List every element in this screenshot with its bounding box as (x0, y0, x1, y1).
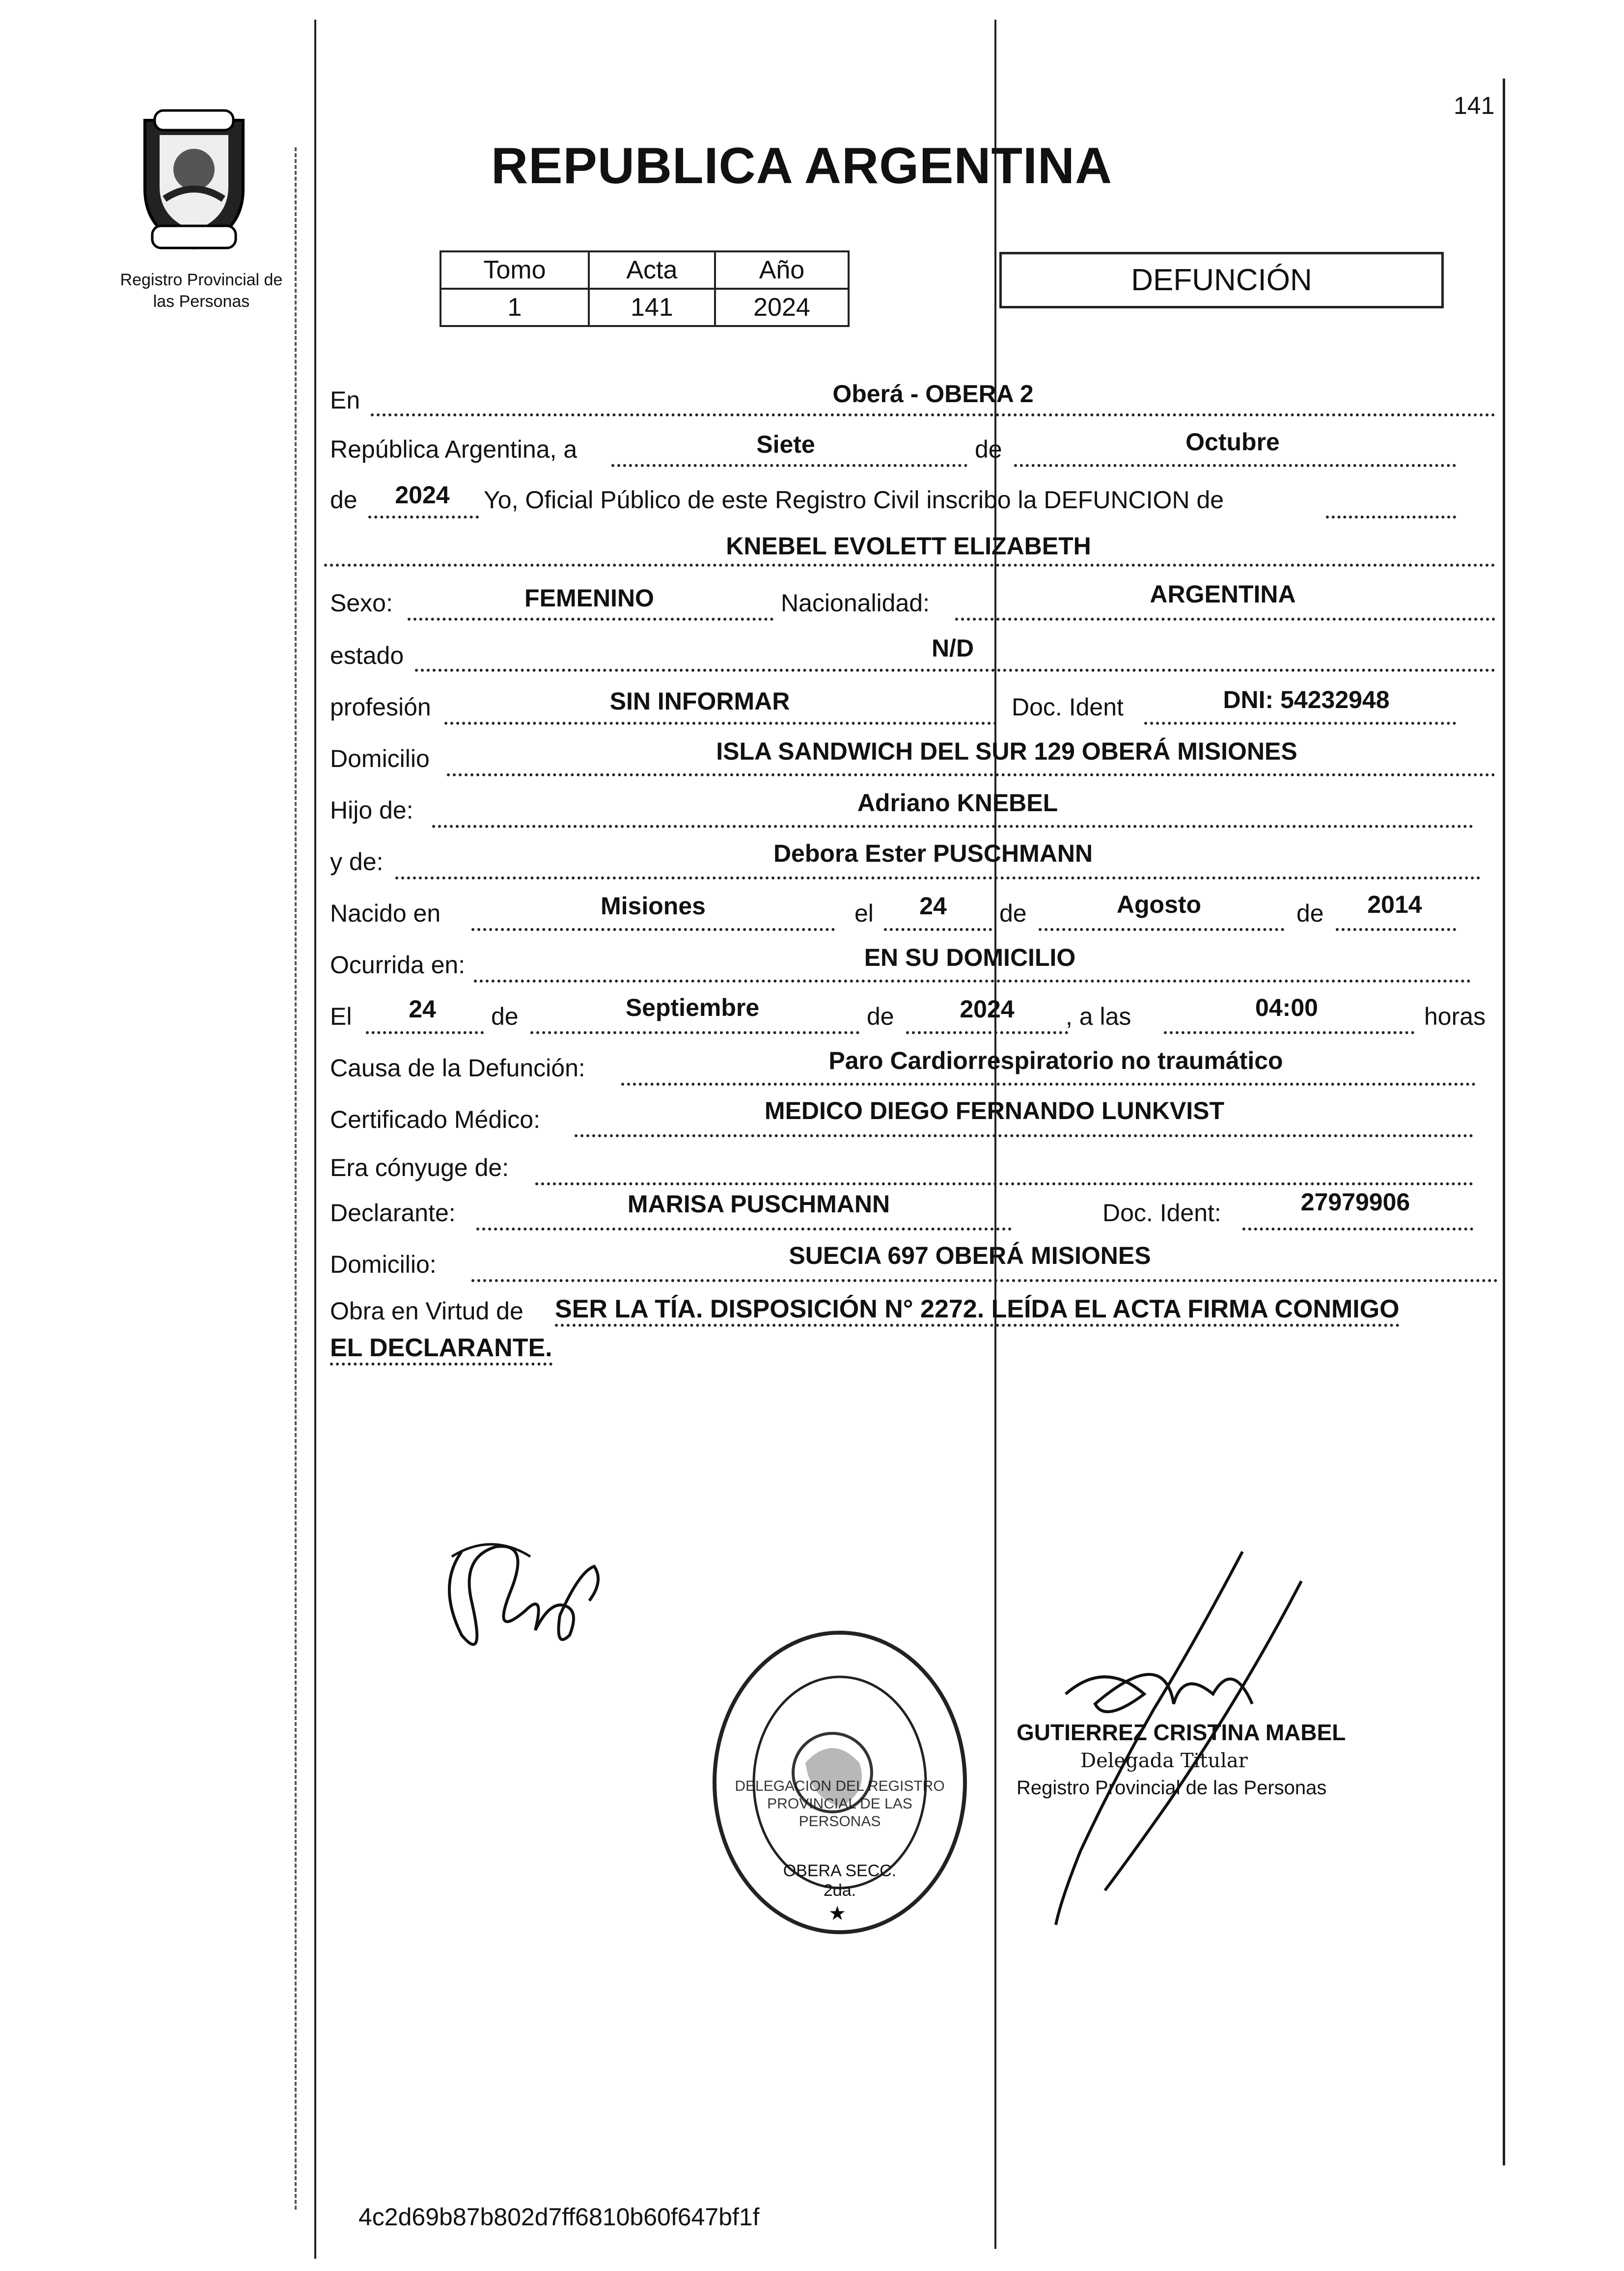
name-leader (324, 564, 1495, 567)
record-table-header (440, 251, 849, 289)
svg-text:★: ★ (828, 1902, 846, 1925)
ocurrida-value: EN SU DOMICILIO (864, 944, 1076, 971)
decl-doc-value: 27979906 (1300, 1188, 1410, 1216)
sexo-leader (408, 618, 773, 621)
month-text-value: Octubre (1185, 428, 1280, 456)
de-label-4: de (1296, 900, 1324, 927)
official-signature-icon (1007, 1547, 1350, 1930)
doc-label: Doc. Ident (1012, 693, 1124, 721)
certificado-label: Certificado Médico: (330, 1106, 540, 1133)
birth-year-leader (1336, 928, 1456, 931)
declarante-label: Declarante: (330, 1199, 456, 1227)
de-label-1: de (975, 436, 1002, 463)
certificado-value: MEDICO DIEGO FERNANDO LUNKVIST (764, 1097, 1225, 1124)
domicilio-value: ISLA SANDWICH DEL SUR 129 OBERÁ MISIONES (716, 738, 1297, 765)
death-day-value: 24 (409, 995, 436, 1023)
nacionalidad-leader (955, 618, 1495, 621)
nacionalidad-label: Nacionalidad: (781, 589, 930, 617)
birth-year-value: 2014 (1367, 891, 1422, 918)
value-ano: 2024 (715, 289, 849, 326)
decl-domicilio-value: SUECIA 697 OBERÁ MISIONES (789, 1242, 1151, 1269)
ocurrida-label: Ocurrida en: (330, 951, 466, 979)
profesion-label: profesión (330, 693, 431, 721)
conyuge-label: Era cónyuge de: (330, 1154, 509, 1181)
registry-name (98, 269, 304, 312)
page-number: 141 (1454, 92, 1495, 119)
place-value: Oberá - OBERA 2 (832, 380, 1034, 408)
month-leader (1014, 464, 1456, 467)
domicilio-label: Domicilio (330, 745, 430, 772)
year-value: 2024 (395, 481, 450, 509)
el-label: el (854, 900, 874, 927)
official-role: Delegada Titular (1080, 1750, 1248, 1772)
right-margin-rule (1503, 79, 1505, 2165)
conyuge-leader (535, 1182, 1473, 1185)
death-month-leader (530, 1031, 859, 1034)
official-office: Registro Provincial de las Personas (1017, 1777, 1327, 1799)
record-table-values (440, 289, 849, 326)
obra-label: Obra en Virtud de (330, 1297, 523, 1325)
misiones-emblem (125, 106, 263, 253)
death-day-leader (366, 1031, 484, 1034)
decl-doc-leader (1242, 1228, 1473, 1231)
estado-value: N/D (931, 634, 974, 662)
de-label-5: de (491, 1003, 519, 1030)
mother-leader (395, 876, 1481, 879)
father-leader (432, 825, 1473, 828)
birth-day-value: 24 (919, 892, 947, 920)
seal-inner-text: OBERA SECC. 2da. (783, 1861, 897, 1900)
obra-value-line-1: SER LA TÍA. DISPOSICIÓN N° 2272. LEÍDA EL ACTA FIRMA CONMIGO (555, 1294, 1400, 1327)
declarant-signature (432, 1527, 609, 1674)
birth-place-leader (471, 928, 835, 931)
registry-line-2: las Personas (153, 292, 250, 311)
nacido-label: Nacido en (330, 900, 441, 927)
seal-ring-text: DELEGACION DEL REGISTRO PROVINCIAL DE LAS PERSONAS (735, 1778, 945, 1830)
inscribo-leader (1326, 516, 1456, 519)
profesion-value: SIN INFORMAR (609, 687, 790, 715)
de-label-2: de (330, 486, 358, 514)
official-name: GUTIERREZ CRISTINA MABEL (1017, 1720, 1346, 1745)
decl-domicilio-label: Domicilio: (330, 1251, 437, 1278)
sexo-value: FEMENINO (524, 584, 654, 612)
decl-doc-label: Doc. Ident: (1102, 1199, 1221, 1227)
value-acta: 141 (589, 289, 715, 326)
page-title: REPUBLICA ARGENTINA (491, 137, 1113, 194)
doc-leader (1144, 722, 1456, 725)
sexo-label: Sexo: (330, 589, 393, 617)
day-text-value: Siete (756, 431, 815, 458)
en-label: En (330, 386, 360, 414)
father-value: Adriano KNEBEL (857, 789, 1058, 817)
registry-line-1: Registro Provincial de (120, 271, 283, 289)
estado-label: estado (330, 642, 404, 669)
declarante-leader (476, 1228, 1012, 1231)
document-hash: 4c2d69b87b802d7ff6810b60f647bf1f (358, 2203, 760, 2231)
official-signature (1007, 1547, 1350, 1930)
death-month-value: Septiembre (625, 994, 760, 1021)
birth-day-leader (884, 928, 992, 931)
causa-label: Causa de la Defunción: (330, 1054, 585, 1082)
year-leader (368, 516, 479, 519)
day-leader (611, 464, 967, 467)
doc-value: DNI: 54232948 (1223, 686, 1390, 713)
declarant-signature-icon (432, 1527, 609, 1674)
hijo-label: Hijo de: (330, 796, 413, 824)
record-type-box: DEFUNCIÓN (999, 252, 1444, 308)
birth-place-value: Misiones (601, 892, 706, 920)
y-de-label: y de: (330, 848, 384, 876)
causa-leader (621, 1083, 1476, 1086)
de-label-6: de (867, 1003, 894, 1030)
value-tomo: 1 (440, 289, 589, 326)
death-time-leader (1164, 1031, 1414, 1034)
obra-value-line-2: EL DECLARANTE. (330, 1333, 552, 1366)
declarante-value: MARISA PUSCHMANN (627, 1190, 890, 1218)
a-las-label: , a las (1066, 1003, 1131, 1030)
domicilio-leader (447, 773, 1495, 776)
place-leader (371, 413, 1495, 416)
birth-month-value: Agosto (1116, 891, 1202, 918)
left-margin-rule (314, 20, 316, 2259)
left-margin-dashes (295, 147, 297, 2210)
decl-domicilio-leader (471, 1279, 1498, 1282)
horas-label: horas (1424, 1003, 1486, 1030)
header-ano: Año (715, 251, 849, 289)
el-upper-label: El (330, 1003, 352, 1030)
nacionalidad-value: ARGENTINA (1150, 580, 1296, 608)
certificado-leader (575, 1134, 1473, 1137)
republica-label: República Argentina, a (330, 436, 578, 463)
header-acta: Acta (589, 251, 715, 289)
ocurrida-leader (474, 980, 1471, 983)
profesion-leader (444, 722, 997, 725)
deceased-name: KNEBEL EVOLETT ELIZABETH (726, 532, 1091, 560)
record-table (440, 250, 850, 327)
inscribo-text: Yo, Oficial Público de este Registro Civil inscribo la DEFUNCION de (484, 486, 1224, 514)
emblem-icon (125, 106, 263, 253)
death-time-value: 04:00 (1255, 994, 1318, 1021)
death-year-value: 2024 (960, 995, 1015, 1023)
header-tomo: Tomo (440, 251, 589, 289)
de-label-3: de (999, 900, 1027, 927)
estado-leader (415, 669, 1495, 672)
causa-value: Paro Cardiorrespiratorio no traumático (828, 1047, 1283, 1074)
birth-month-leader (1039, 928, 1284, 931)
mother-value: Debora Ester PUSCHMANN (773, 840, 1093, 867)
death-year-leader (906, 1031, 1068, 1034)
